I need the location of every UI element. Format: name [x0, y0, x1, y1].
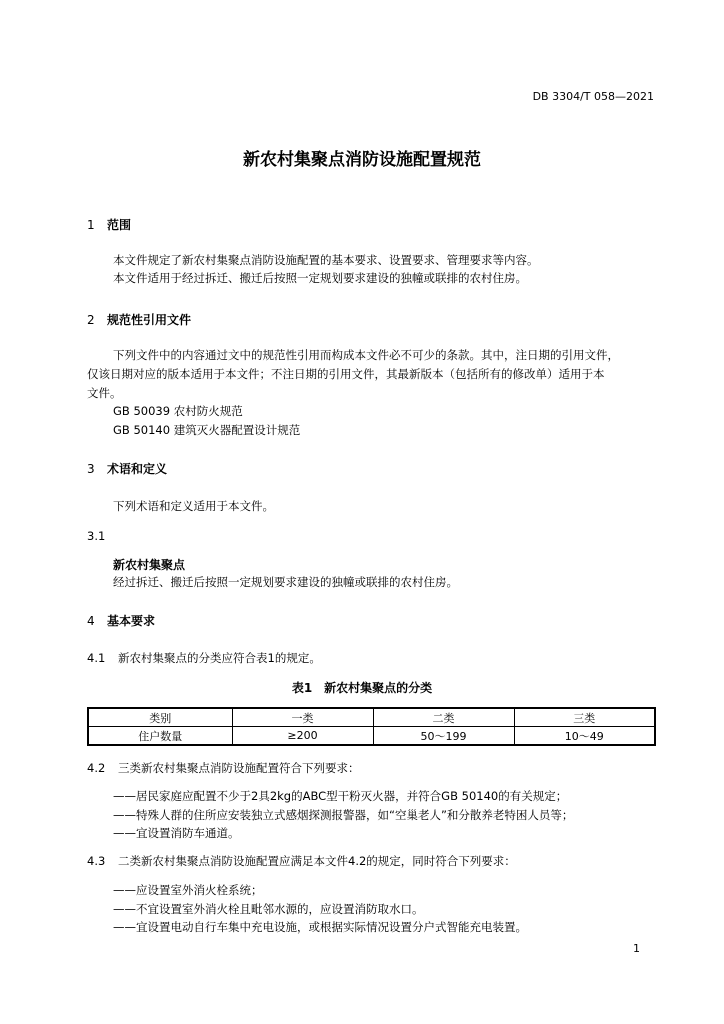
- section-3-title: 术语和定义: [107, 462, 168, 476]
- classification-table: [87, 707, 656, 746]
- section-2-title: 规范性引用文件: [107, 313, 192, 327]
- section-4-heading: [87, 614, 155, 628]
- table-cell: 10～49: [514, 727, 655, 746]
- list-item: ——宜设置电动自行车集中充电设施，或根据实际情况设置分户式智能充电装置。: [113, 920, 527, 934]
- clause-3-1-number: 3.1: [87, 529, 106, 543]
- table-header-row: [88, 708, 655, 727]
- clause-4-3-text: 二类新农村集聚点消防设施配置应满足本文件4.2的规定，同时符合下列要求：: [118, 854, 516, 868]
- clause-4-1-number: 4.1: [87, 651, 106, 665]
- list-item: ——居民家庭应配置不少于2具2kg的ABC型干粉灭火器，并符合GB 50140的有关规定；: [113, 789, 568, 803]
- clause-4-2-text: 三类新农村集聚点消防设施配置符合下列要求：: [118, 761, 360, 775]
- table-1-caption: 表1 新农村集聚点的分类: [291, 681, 433, 695]
- table-header-cell: 类别: [88, 708, 232, 727]
- section-1-number: 1: [87, 218, 95, 232]
- section-2-para-line-1: 下列文件中的内容通过文中的规范性引用而构成本文件必不可少的条款。其中，注日期的引用文件，: [113, 348, 619, 362]
- table-cell: 50～199: [373, 727, 514, 746]
- list-item: ——特殊人群的住所应安装独立式感烟探测报警器，如“空巢老人”和分散养老特困人员等；: [113, 808, 574, 822]
- term-definition: 经过拆迁、搬迁后按照一定规划要求建设的独幢或联排的农村住房。: [113, 575, 458, 589]
- section-3-para: 下列术语和定义适用于本文件。: [113, 499, 274, 513]
- clause-4-3: [87, 855, 516, 869]
- table-header-cell: 一类: [232, 708, 373, 727]
- term-name: 新农村集聚点: [113, 558, 186, 572]
- section-4-number: 4: [87, 614, 95, 628]
- section-4-title: 基本要求: [107, 614, 156, 628]
- table-cell: ≥200: [232, 727, 373, 746]
- list-item: ——宜设置消防车通道。: [113, 826, 240, 840]
- page-number: 1: [633, 942, 640, 955]
- section-1-para-2: 本文件适用于经过拆迁、搬迁后按照一定规划要求建设的独幢或联排的农村住房。: [113, 271, 527, 285]
- table-header-cell: 三类: [514, 708, 655, 727]
- clause-4-1-text: 新农村集聚点的分类应符合表1的规定。: [118, 651, 321, 665]
- clause-4-2-number: 4.2: [87, 761, 106, 775]
- clause-4-1: [87, 652, 321, 666]
- section-2-para-line-2: 仅该日期对应的版本适用于本文件；不注日期的引用文件，其最新版本（包括所有的修改单）适用于本: [87, 367, 605, 381]
- section-1-heading: [87, 218, 131, 232]
- list-item: ——不宜设置室外消火栓且毗邻水源的，应设置消防取水口。: [113, 902, 424, 916]
- list-item: ——应设置室外消火栓系统；: [113, 883, 263, 897]
- clause-4-3-number: 4.3: [87, 854, 106, 868]
- section-1-para-1: 本文件规定了新农村集聚点消防设施配置的基本要求、设置要求、管理要求等内容。: [113, 253, 539, 267]
- clause-4-2: [87, 762, 360, 776]
- table-header-cell: 二类: [373, 708, 514, 727]
- table-cell: 住户数量: [88, 727, 232, 746]
- section-2-number: 2: [87, 313, 95, 327]
- section-2-heading: [87, 313, 191, 327]
- reference-item-1: GB 50039 农村防火规范: [113, 404, 243, 418]
- section-2-para-line-3: 文件。: [87, 386, 122, 400]
- reference-item-2: GB 50140 建筑灭火器配置设计规范: [113, 423, 301, 437]
- section-3-heading: [87, 462, 167, 476]
- section-3-number: 3: [87, 462, 95, 476]
- table-row: [88, 727, 655, 746]
- section-1-title: 范围: [107, 218, 132, 232]
- document-title: 新农村集聚点消防设施配置规范: [243, 150, 481, 170]
- standard-number: DB 3304/T 058—2021: [532, 90, 654, 103]
